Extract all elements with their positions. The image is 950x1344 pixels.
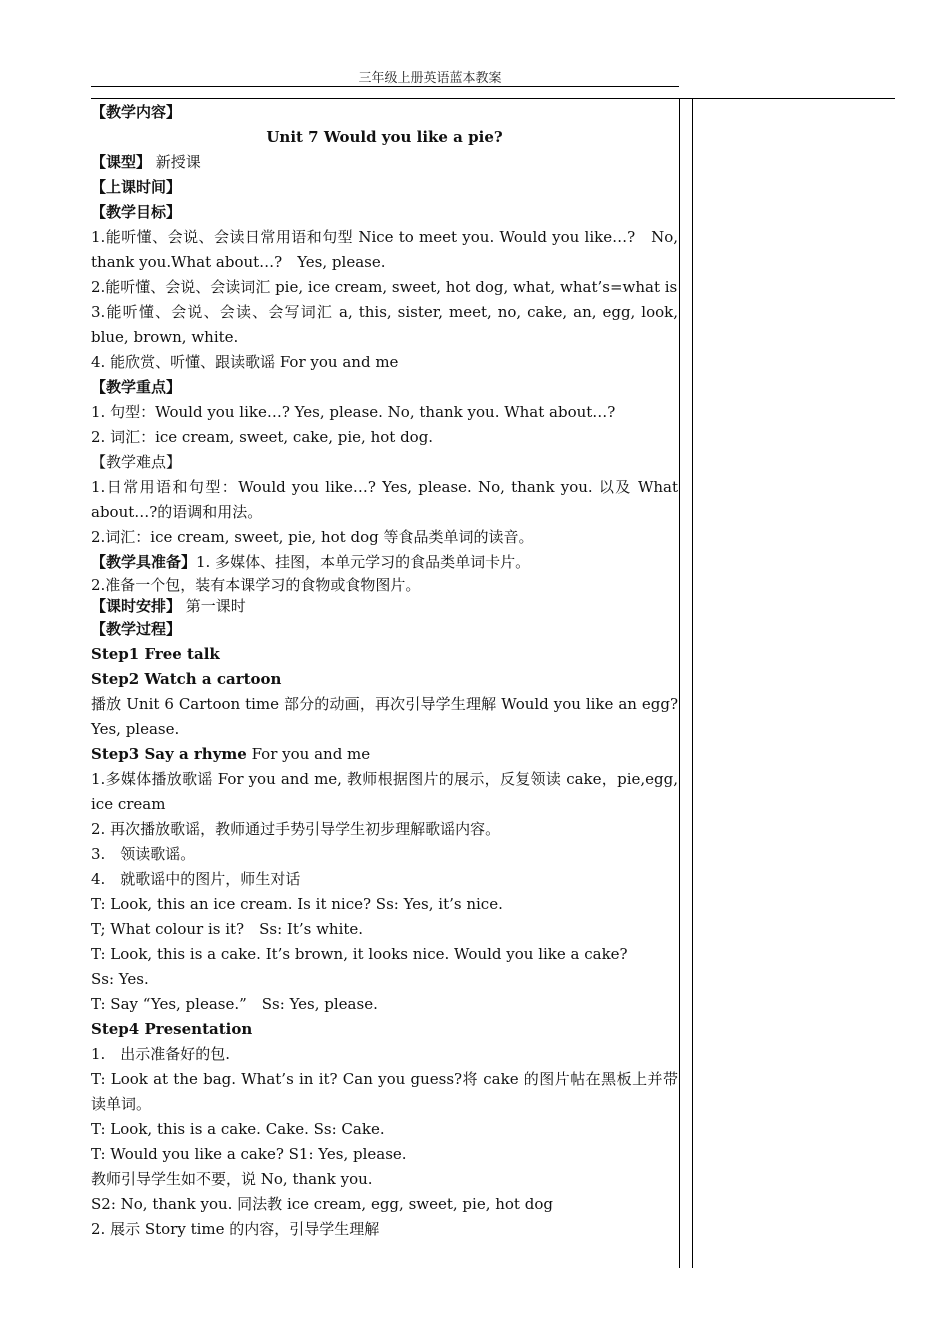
process-text: 教师引导学生如不要，说 No, thank you. <box>91 1170 373 1188</box>
table-column-border <box>679 98 680 1268</box>
process-text: 2. 再次播放歌谣，教师通过手势引导学生初步理解歌谣内容。 <box>91 820 501 838</box>
objective-item: 4. 能欣赏、听懂、跟读歌谣 For you and me <box>91 353 399 371</box>
step-heading: Step2 Watch a cartoon <box>91 670 282 688</box>
section-heading: 【教学目标】 <box>91 203 182 221</box>
section-heading: 【教学难点】 <box>91 453 182 471</box>
table-top-border <box>91 98 895 99</box>
process-text: 4. 就歌谣中的图片，师生对话 <box>91 870 301 888</box>
process-text: 1.多媒体播放歌谣 For you and me, 教师根据图片的展示，反复领读 cake，pie,egg, ice cream <box>91 770 678 813</box>
section-heading: 【教学重点】 <box>91 378 182 396</box>
objective-item: 1.能听懂、会说、会读日常用语和句型 Nice to meet you. Would you like…? No, thank you.What about…? Yes, please. <box>91 228 678 271</box>
schedule-value: 第一课时 <box>181 597 246 615</box>
section-heading: 【教学内容】 <box>91 103 182 121</box>
process-text: 3. 领读歌谣。 <box>91 845 196 863</box>
dialogue-line: T: Look, this an ice cream. Is it nice? Ss: Yes, it’s nice. <box>91 895 503 913</box>
lesson-type-value: 新授课 <box>151 153 201 171</box>
section-heading: 【上课时间】 <box>91 178 182 196</box>
header-rule <box>91 86 679 87</box>
dialogue-line: T: Look at the bag. What’s in it? Can you guess?将 cake 的图片帖在黑板上并带读单词。 <box>91 1070 678 1113</box>
section-heading: 【课时安排】 <box>91 597 182 615</box>
dialogue-line: Ss: Yes. <box>91 970 149 988</box>
dialogue-line: T: Look, this is a cake. It’s brown, it looks nice. Would you like a cake? <box>91 945 628 963</box>
dialogue-line: S2: No, thank you. 同法教 ice cream, egg, sweet, pie, hot dog <box>91 1195 553 1213</box>
materials-item: 1. 多媒体、挂图，本单元学习的食品类单词卡片。 <box>196 553 531 571</box>
process-text: 1. 出示准备好的包. <box>91 1045 231 1063</box>
process-text: 2. 展示 Story time 的内容，引导学生理解 <box>91 1220 380 1238</box>
objective-item: 3.能听懂、会说、会读、会写词汇 a, this, sister, meet, no, cake, an, egg, look, blue, brown, white. <box>91 303 678 346</box>
step-heading: Step3 Say a rhyme <box>91 745 247 763</box>
header-title: 三年级上册英语蓝本教案 <box>358 71 502 86</box>
process-text: 播放 Unit 6 Cartoon time 部分的动画，再次引导学生理解 Would you like an egg? Yes, please. <box>91 695 678 738</box>
step-heading: Step4 Presentation <box>91 1020 253 1038</box>
dialogue-line: T: Look, this is a cake. Cake. Ss: Cake. <box>91 1120 385 1138</box>
key-point-item: 2. 词汇：ice cream, sweet, cake, pie, hot dog. <box>91 428 434 446</box>
unit-title: Unit 7 Would you like a pie? <box>266 128 503 146</box>
schedule-row <box>91 596 678 617</box>
section-heading: 【课型】 <box>91 153 152 171</box>
section-heading: 【教学过程】 <box>91 620 182 638</box>
difficulty-item: 2.词汇：ice cream, sweet, pie, hot dog 等食品类单词的读音。 <box>91 528 534 546</box>
objective-item: 2.能听懂、会说、会读词汇 pie, ice cream, sweet, hot dog, what, what’s=what is <box>91 278 678 296</box>
step-row <box>91 742 678 767</box>
dialogue-line: T; What colour is it? Ss: It’s white. <box>91 920 364 938</box>
table-right-border <box>692 98 693 1268</box>
key-point-item: 1. 句型：Would you like…? Yes, please. No, thank you. What about…? <box>91 403 616 421</box>
lesson-type-row <box>91 150 678 175</box>
materials-row <box>91 550 678 575</box>
difficulty-item: 1.日常用语和句型：Would you like…? Yes, please. No, thank you. 以及 What about…?的语调和用法。 <box>91 478 678 521</box>
lesson-plan-body <box>91 100 678 1242</box>
dialogue-line: T: Say “Yes, please.” Ss: Yes, please. <box>91 995 378 1013</box>
step-heading: Step1 Free talk <box>91 645 220 663</box>
dialogue-line: T: Would you like a cake? S1: Yes, please. <box>91 1145 407 1163</box>
section-heading: 【教学具准备】 <box>91 553 197 571</box>
step-subtitle: For you and me <box>246 745 371 763</box>
materials-item: 2.准备一个包，装有本课学习的食物或食物图片。 <box>91 576 421 594</box>
